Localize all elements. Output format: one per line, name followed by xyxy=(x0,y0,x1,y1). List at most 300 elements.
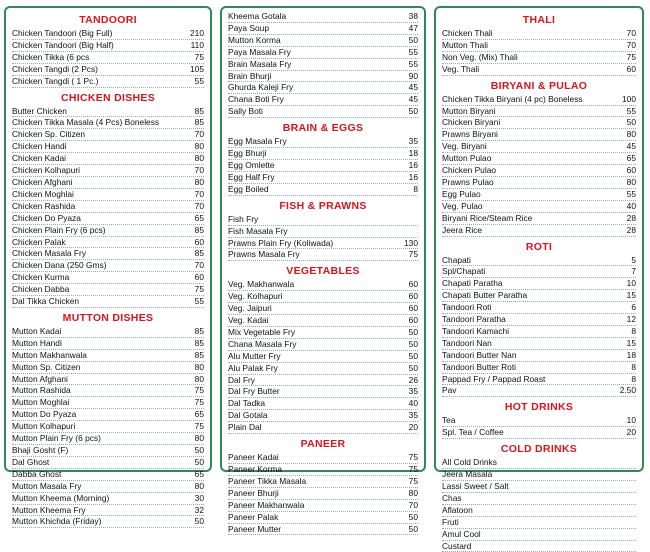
menu-item xyxy=(12,117,204,129)
menu-item xyxy=(12,213,204,225)
menu-item-name: Veg. Biryani xyxy=(442,141,487,152)
menu-item-name: Chicken Afghani xyxy=(12,176,73,187)
menu-item-price: 80 xyxy=(194,176,204,187)
menu-item xyxy=(12,248,204,260)
menu-item-price: 50 xyxy=(194,445,204,455)
menu-item-price: 8 xyxy=(631,325,636,336)
menu-item-price: 85 xyxy=(194,337,204,348)
menu-item-name: Veg. Pulao xyxy=(442,200,483,211)
menu-item-name: Paya Soup xyxy=(228,22,269,33)
menu-item xyxy=(442,529,636,541)
menu-item-name: Chicken Masala Fry xyxy=(12,248,87,259)
menu-item-name: Ghurda Kaleji Fry xyxy=(228,82,294,93)
menu-item-name: Tandoori Roti xyxy=(442,302,492,313)
menu-item-price: 16 xyxy=(408,171,418,182)
menu-item xyxy=(12,397,204,409)
menu-item-name: Veg. Jaipuri xyxy=(228,303,272,314)
menu-item-price: 130 xyxy=(404,237,418,248)
menu-item-name: Aflatoon xyxy=(442,504,473,515)
menu-item xyxy=(228,452,418,464)
menu-item-name: Mutton Kolhapuri xyxy=(12,421,76,432)
menu-item-price: 60 xyxy=(408,303,418,314)
menu-item-name: Dal Ghost xyxy=(12,456,50,467)
menu-item-price: 45 xyxy=(408,82,418,93)
menu-item-price: 55 xyxy=(408,58,418,69)
menu-item xyxy=(228,71,418,83)
menu-item xyxy=(442,225,636,237)
menu-item xyxy=(442,213,636,225)
menu-item-price xyxy=(414,214,418,225)
menu-item-price: 47 xyxy=(408,22,418,33)
menu-item xyxy=(12,296,204,308)
menu-item-name: Tandoori Paratha xyxy=(442,314,506,325)
menu-item-name: Paya Masala Fry xyxy=(228,46,291,57)
section-title: FISH & PRAWNS xyxy=(279,199,367,212)
menu-item-name: Chapati Paratha xyxy=(442,278,503,289)
menu-item-name: Chicken Biryani xyxy=(442,117,501,128)
menu-item-price: 75 xyxy=(194,421,204,432)
menu-item xyxy=(12,201,204,213)
menu-item-name: Paneer Mutter xyxy=(228,523,282,534)
menu-item-price: 65 xyxy=(194,409,204,420)
menu-item-name: Tea xyxy=(442,415,456,426)
menu-item-name: Prawns Biryani xyxy=(442,129,498,140)
menu-item-name: Veg. Makhanwala xyxy=(228,279,295,290)
menu-item xyxy=(12,260,204,272)
menu-section-hot-drinks xyxy=(442,401,636,439)
menu-item xyxy=(228,500,418,512)
menu-item xyxy=(442,481,636,493)
menu-item-name: Chicken Tikka Biryani (4 pc) Boneless xyxy=(442,93,583,104)
menu-item-price: 110 xyxy=(190,39,204,50)
menu-item xyxy=(228,351,418,363)
menu-item xyxy=(442,493,636,505)
menu-item-name: Mutton Rashida xyxy=(12,385,71,396)
menu-item xyxy=(442,40,636,52)
menu-item xyxy=(228,238,418,250)
menu-item-name: Chicken Tandoori (Big Half) xyxy=(12,39,114,50)
menu-item-price: 70 xyxy=(194,188,204,199)
menu-item xyxy=(442,290,636,302)
menu-item-price: 35 xyxy=(408,386,418,397)
menu-item-name: Chicken Palak xyxy=(12,236,66,247)
menu-item-price: 70 xyxy=(408,499,418,510)
menu-item-price: 85 xyxy=(194,349,204,360)
menu-item-price: 30 xyxy=(194,492,204,503)
menu-item-name: Egg Pulao xyxy=(442,188,481,199)
menu-item-name: Dabba Ghost xyxy=(12,468,62,479)
menu-item-name: Mutton Handi xyxy=(12,337,62,348)
menu-item-name: Mutton Biryani xyxy=(442,105,496,116)
menu-item xyxy=(228,303,418,315)
menu-item-name: Egg Masala Fry xyxy=(228,136,287,147)
menu-item xyxy=(442,64,636,76)
menu-item-name: Fish Fry xyxy=(228,213,259,224)
menu-item-name: Tandoori Kamachi xyxy=(442,325,510,336)
menu-item-name: Kheema Gotala xyxy=(228,11,287,21)
menu-item-name: Mutton Kadai xyxy=(12,325,62,336)
menu-section-chicken-dishes xyxy=(12,92,204,308)
menu-item-price: 80 xyxy=(194,433,204,444)
menu-section-tandoori xyxy=(12,14,204,88)
menu-item xyxy=(12,40,204,52)
menu-item-name: Fish Masala Fry xyxy=(228,225,288,236)
menu-item xyxy=(442,374,636,386)
menu-item xyxy=(228,410,418,422)
menu-item xyxy=(12,76,204,88)
menu-item-name: Mutton Khichda (Friday) xyxy=(12,516,102,527)
menu-item-price: 10 xyxy=(626,415,636,426)
menu-item xyxy=(442,326,636,338)
menu-item xyxy=(12,457,204,469)
menu-item-price: 85 xyxy=(194,224,204,235)
menu-item xyxy=(228,386,418,398)
menu-item-name: Paneer Korma xyxy=(228,464,282,474)
menu-section-biryani-pulao xyxy=(442,80,636,237)
menu-item-name: Jeera Masala xyxy=(442,469,493,480)
menu-section-fish-prawns xyxy=(228,200,418,262)
menu-item-price: 50 xyxy=(408,350,418,361)
menu-item-name: Chicken Tangdi ( 1 Pc.) xyxy=(12,75,99,86)
menu-item xyxy=(12,481,204,493)
menu-item-price xyxy=(632,517,636,528)
menu-item-price: 28 xyxy=(626,212,636,223)
menu-item xyxy=(12,165,204,177)
menu-item xyxy=(442,266,636,278)
menu-item-name: Alu Mutter Fry xyxy=(228,350,281,361)
menu-item xyxy=(12,284,204,296)
menu-item xyxy=(12,177,204,189)
menu-item xyxy=(442,302,636,314)
menu-item-price: 80 xyxy=(408,487,418,498)
menu-item xyxy=(228,315,418,327)
menu-item xyxy=(12,516,204,528)
menu-item-name: Dal Tadka xyxy=(228,398,266,409)
menu-item xyxy=(442,469,636,481)
menu-item-price: 80 xyxy=(194,361,204,372)
menu-item-name: Chicken Sp. Citizen xyxy=(12,129,86,140)
menu-item-name: Dal Fry xyxy=(228,374,255,385)
menu-item-price: 60 xyxy=(408,291,418,302)
menu-item xyxy=(12,374,204,386)
menu-item-price: 65 xyxy=(626,153,636,164)
menu-item-name: Chapati Butter Paratha xyxy=(442,290,528,301)
menu-item-price: 55 xyxy=(194,296,204,307)
menu-item xyxy=(228,35,418,47)
section-title: ROTI xyxy=(525,240,553,253)
menu-item xyxy=(228,136,418,148)
menu-item-price: 40 xyxy=(408,398,418,409)
menu-item-name: Chicken Dabba xyxy=(12,284,70,295)
menu-item-name: Tandoori Butter Roti xyxy=(442,361,517,372)
menu-item-price xyxy=(632,541,636,552)
menu-item-name: Prawns Plain Fry (Koliwada) xyxy=(228,237,334,248)
menu-item-name: Mutton Kheema Fry xyxy=(12,504,86,515)
menu-item-price: 65 xyxy=(194,212,204,223)
menu-item xyxy=(12,64,204,76)
menu-item xyxy=(228,327,418,339)
menu-item-name: Mutton Korma xyxy=(228,34,281,45)
menu-item xyxy=(12,28,204,40)
menu-item-name: Chicken Kurma xyxy=(12,272,70,283)
menu-section-paneer xyxy=(228,438,418,535)
section-title: COLD DRINKS xyxy=(500,443,578,456)
menu-item-price: 28 xyxy=(626,224,636,235)
menu-item xyxy=(442,201,636,213)
menu-item xyxy=(12,493,204,505)
menu-item-name: Egg Bhurji xyxy=(228,148,267,159)
menu-column-3 xyxy=(434,6,644,551)
menu-item-price: 35 xyxy=(408,410,418,421)
menu-item-price: 50 xyxy=(408,326,418,337)
section-title: THALI xyxy=(522,14,556,26)
menu-item xyxy=(442,117,636,129)
menu-item-name: Veg. Thali xyxy=(442,63,480,74)
menu-item-price: 16 xyxy=(408,159,418,170)
menu-item-price: 100 xyxy=(622,93,636,104)
menu-item-price: 80 xyxy=(194,373,204,384)
menu-item xyxy=(12,129,204,141)
menu-item-name: Chapati xyxy=(442,254,471,265)
menu-item-name: Egg Boiled xyxy=(228,183,269,194)
menu-item-price: 85 xyxy=(194,105,204,116)
menu-item-name: Paneer Makhanwala xyxy=(228,499,305,510)
menu-item-price: 55 xyxy=(626,105,636,116)
section-title: BIRYANI & PULAO xyxy=(490,79,588,92)
menu-item xyxy=(12,505,204,517)
menu-item-price: 50 xyxy=(626,117,636,128)
menu-item-price: 18 xyxy=(626,349,636,360)
menu-item-price: 85 xyxy=(194,248,204,259)
menu-item-price xyxy=(632,493,636,504)
menu-item xyxy=(442,278,636,290)
menu-item-price: 50 xyxy=(408,362,418,373)
menu-item-name: Paneer Palak xyxy=(228,511,279,522)
menu-item-name: Jeera Rice xyxy=(442,224,483,235)
menu-item xyxy=(442,541,636,552)
menu-item-name: Chicken Plain Fry (6 pcs) xyxy=(12,224,106,235)
section-title: MUTTON DISHES xyxy=(62,311,154,324)
menu-item-price: 6 xyxy=(631,302,636,313)
menu-item-name: Chicken Dana (250 Gms) xyxy=(12,260,107,271)
menu-item-price: 50 xyxy=(194,456,204,467)
menu-section-continued xyxy=(228,11,418,118)
menu-item xyxy=(442,427,636,439)
menu-item-price: 32 xyxy=(194,504,204,515)
section-title: HOT DRINKS xyxy=(504,401,574,414)
menu-item-name: Tandoori Butter Nan xyxy=(442,349,517,360)
section-title: VEGETABLES xyxy=(286,265,360,278)
menu-item-price: 45 xyxy=(408,94,418,105)
menu-item xyxy=(442,385,636,397)
menu-item-price: 55 xyxy=(194,75,204,86)
menu-item-name: Mutton Masala Fry xyxy=(12,480,82,491)
menu-item-name: Chicken Tangdi (2 Pcs) xyxy=(12,63,98,74)
menu-item xyxy=(12,237,204,249)
menu-item-price: 75 xyxy=(408,464,418,474)
menu-item xyxy=(228,160,418,172)
menu-item xyxy=(228,524,418,536)
menu-item-name: Mutton Do Pyaza xyxy=(12,409,77,420)
menu-item-price: 90 xyxy=(408,70,418,81)
menu-item-price: 50 xyxy=(408,511,418,522)
menu-item-name: Chicken Tikka Masala (4 Pcs) Boneless xyxy=(12,117,160,128)
menu-item xyxy=(442,106,636,118)
menu-item-price: 15 xyxy=(626,337,636,348)
menu-item-price: 55 xyxy=(408,46,418,57)
menu-item-price: 70 xyxy=(194,129,204,140)
menu-item-price: 18 xyxy=(408,148,418,159)
menu-item-name: Mix Vegetable Fry xyxy=(228,326,296,337)
menu-item-name: Chana Boti Fry xyxy=(228,94,284,105)
menu-item-price: 5 xyxy=(631,254,636,265)
menu-item-price: 45 xyxy=(626,141,636,152)
menu-item-name: Chana Masala Fry xyxy=(228,338,297,349)
menu-item xyxy=(12,362,204,374)
menu-item-price: 70 xyxy=(626,39,636,50)
menu-item-name: Bhaji Gosht (F) xyxy=(12,445,69,455)
menu-item-price: 60 xyxy=(408,279,418,290)
menu-item xyxy=(442,415,636,427)
menu-item-name: Sally Boti xyxy=(228,106,263,117)
menu-item-price: 60 xyxy=(194,272,204,283)
menu-item xyxy=(228,214,418,226)
menu-item xyxy=(12,225,204,237)
menu-item-name: Custard xyxy=(442,540,472,551)
menu-item xyxy=(12,469,204,481)
menu-item-name: Mutton Afghani xyxy=(12,373,68,384)
menu-item xyxy=(228,249,418,261)
menu-item-name: Veg. Kolhapuri xyxy=(228,291,283,302)
menu-item-name: Dal Fry Butter xyxy=(228,386,280,397)
menu-item-price: 8 xyxy=(631,373,636,384)
menu-item xyxy=(12,153,204,165)
menu-item-name: Chas xyxy=(442,492,462,503)
menu-item xyxy=(442,94,636,106)
menu-item-name: Plain Dal xyxy=(228,422,262,433)
menu-item-price: 20 xyxy=(626,427,636,438)
menu-item-name: Chicken Tikka (6 pcs xyxy=(12,51,90,62)
menu-item-name: Biryani Rice/Steam Rice xyxy=(442,212,533,223)
menu-item-name: Mutton Sp. Citizen xyxy=(12,361,81,372)
menu-item-price: 55 xyxy=(626,188,636,199)
menu-section-mutton-dishes xyxy=(12,312,204,528)
menu-item-price: 75 xyxy=(626,51,636,62)
menu-item xyxy=(228,488,418,500)
menu-item-name: Mutton Thali xyxy=(442,39,488,50)
menu-item-price: 60 xyxy=(194,236,204,247)
section-title: PANEER xyxy=(300,438,346,451)
menu-item-price: 15 xyxy=(626,290,636,301)
menu-item xyxy=(442,338,636,350)
menu-item xyxy=(228,476,418,488)
menu-item xyxy=(228,363,418,375)
menu-item-price: 70 xyxy=(626,28,636,38)
menu-item xyxy=(442,52,636,64)
menu-item xyxy=(442,153,636,165)
menu-item xyxy=(228,339,418,351)
menu-item-price: 80 xyxy=(194,480,204,491)
menu-item-price: 65 xyxy=(194,468,204,479)
menu-item-price xyxy=(632,469,636,480)
menu-item-name: Dal Tikka Chicken xyxy=(12,296,80,307)
menu-item-price: 85 xyxy=(194,325,204,336)
menu-item-name: Chicken Tandoori (Big Full) xyxy=(12,28,113,38)
menu-item-name: Egg Half Fry xyxy=(228,171,275,182)
menu-column-2 xyxy=(220,6,426,534)
menu-item-price: 75 xyxy=(194,397,204,408)
menu-item xyxy=(442,129,636,141)
menu-item xyxy=(228,23,418,35)
menu-item-price: 40 xyxy=(626,200,636,211)
menu-item-price: 80 xyxy=(194,141,204,152)
menu-item xyxy=(12,106,204,118)
menu-section-thali xyxy=(442,14,636,76)
menu-item-name: Tandoori Nan xyxy=(442,337,492,348)
menu-item xyxy=(228,398,418,410)
menu-item-price: 20 xyxy=(408,422,418,433)
menu-item-price: 50 xyxy=(194,516,204,527)
menu-item xyxy=(442,314,636,326)
menu-item xyxy=(228,291,418,303)
menu-item-name: Chicken Thali xyxy=(442,28,493,38)
menu-item-price: 85 xyxy=(194,117,204,128)
menu-section-roti xyxy=(442,241,636,398)
menu-item xyxy=(228,464,418,476)
section-title: BRAIN & EGGS xyxy=(282,122,364,135)
menu-item-name: Prawns Pulao xyxy=(442,176,494,187)
menu-item xyxy=(12,338,204,350)
section-title: CHICKEN DISHES xyxy=(60,91,156,104)
menu-item xyxy=(442,350,636,362)
menu-item-name: Amul Cool xyxy=(442,528,481,539)
menu-item xyxy=(228,226,418,238)
menu-item-name: Mutton Kheema (Morning) xyxy=(12,492,110,503)
menu-item-name: Chicken Pulao xyxy=(442,165,497,176)
menu-item-price: 26 xyxy=(408,374,418,385)
menu-item-price: 10 xyxy=(626,278,636,289)
menu-item xyxy=(12,409,204,421)
menu-item xyxy=(442,517,636,529)
menu-item-price: 75 xyxy=(408,475,418,486)
menu-item-price: 75 xyxy=(408,249,418,260)
menu-item-price: 75 xyxy=(408,452,418,463)
menu-item-price: 38 xyxy=(408,11,418,21)
menu-item xyxy=(442,457,636,469)
menu-item xyxy=(442,28,636,40)
menu-item xyxy=(12,445,204,457)
menu-item xyxy=(228,148,418,160)
menu-item-name: Mutton Plain Fry (6 pcs) xyxy=(12,433,101,444)
menu-item-price xyxy=(632,505,636,516)
menu-item xyxy=(228,82,418,94)
menu-item-name: Non Veg. (Mix) Thali xyxy=(442,51,518,62)
menu-item-name: Chicken Rashida xyxy=(12,200,76,211)
menu-item xyxy=(442,255,636,267)
menu-item-price xyxy=(632,457,636,468)
section-title: TANDOORI xyxy=(79,14,137,26)
menu-item-name: Dal Gotala xyxy=(228,410,268,421)
menu-item-price: 105 xyxy=(190,63,204,74)
menu-item-price: 210 xyxy=(190,28,204,38)
menu-item-price: 12 xyxy=(626,314,636,325)
menu-column-1 xyxy=(4,6,212,527)
menu-item-name: All Cold Drinks xyxy=(442,457,497,468)
menu-item xyxy=(228,375,418,387)
menu-section-cold-drinks xyxy=(442,443,636,552)
menu-item-price: 50 xyxy=(408,34,418,45)
menu-item-price: 70 xyxy=(194,260,204,271)
